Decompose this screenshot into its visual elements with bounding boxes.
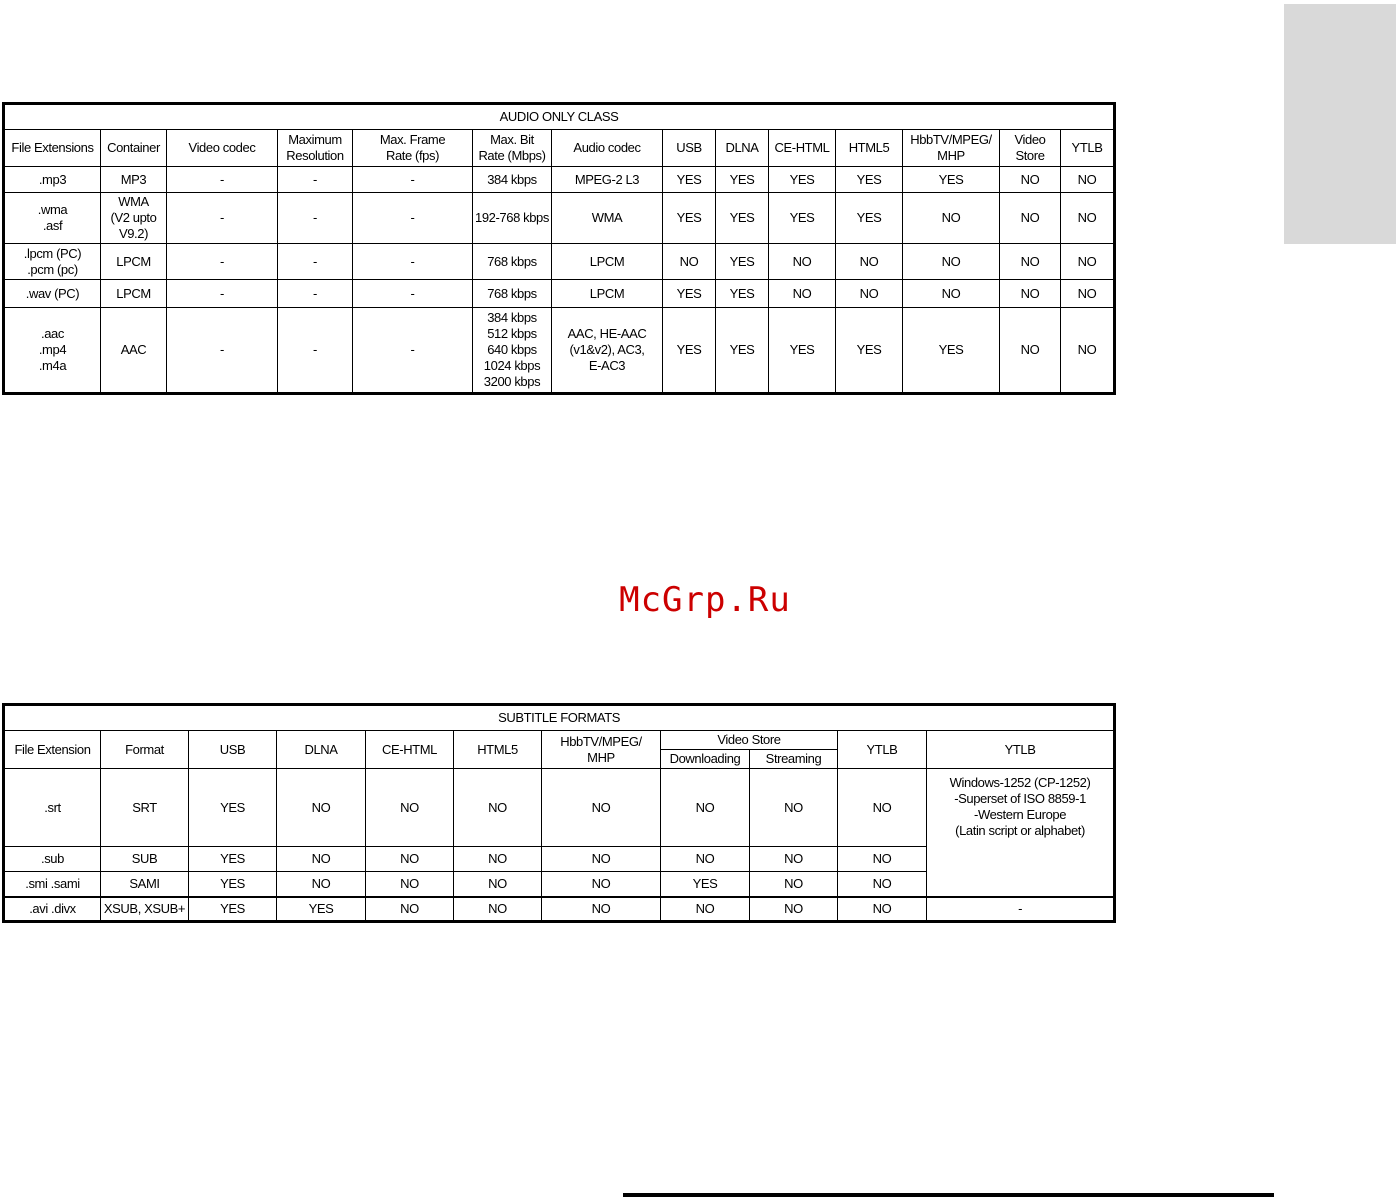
- cell: .wma .asf: [4, 193, 101, 244]
- header-html5: HTML5: [836, 130, 903, 167]
- cell: NO: [542, 769, 661, 847]
- table-row: [4, 193, 1115, 244]
- header-usb: USB: [189, 731, 277, 769]
- cell: YES: [189, 897, 277, 922]
- cell: NO: [454, 769, 542, 847]
- cell: YES: [903, 167, 1000, 193]
- table-row: [4, 280, 1115, 308]
- cell: NO: [1000, 280, 1061, 308]
- cell: YES: [189, 847, 277, 872]
- cell: -: [353, 167, 473, 193]
- header-video-codec: Video codec: [167, 130, 278, 167]
- cell: .avi .divx: [4, 897, 101, 922]
- cell: YES: [663, 193, 716, 244]
- table-row: [4, 897, 1115, 922]
- cell: YES: [903, 308, 1000, 394]
- cell: YES: [189, 872, 277, 897]
- cell: NO: [750, 897, 838, 922]
- cell: YES: [716, 244, 769, 280]
- header-ce-html: CE-HTML: [366, 731, 454, 769]
- header-audio-codec: Audio codec: [552, 130, 663, 167]
- cell: -: [167, 193, 278, 244]
- cell: WMA: [552, 193, 663, 244]
- cell: SUB: [101, 847, 189, 872]
- cell: NO: [661, 847, 750, 872]
- cell: NO: [838, 897, 927, 922]
- header-container: Container: [101, 130, 167, 167]
- cell: MPEG-2 L3: [552, 167, 663, 193]
- header-html5: HTML5: [454, 731, 542, 769]
- header-video-store: Video Store: [1000, 130, 1061, 167]
- header-downloading: Downloading: [661, 750, 750, 769]
- cell: NO: [663, 244, 716, 280]
- footer-rule: [623, 1193, 1274, 1197]
- cell: NO: [750, 872, 838, 897]
- cell: NO: [838, 769, 927, 847]
- header-usb: USB: [663, 130, 716, 167]
- cell: -: [167, 244, 278, 280]
- cell: NO: [1000, 167, 1061, 193]
- header-max-bit-rate: Max. Bit Rate (Mbps): [473, 130, 552, 167]
- cell: NO: [838, 847, 927, 872]
- cell: AAC: [101, 308, 167, 394]
- cell: NO: [277, 847, 366, 872]
- cell: YES: [836, 308, 903, 394]
- cell: -: [278, 280, 353, 308]
- cell: NO: [1061, 167, 1115, 193]
- cell: NO: [750, 847, 838, 872]
- header-ytlb: YTLB: [1061, 130, 1115, 167]
- cell: NO: [454, 847, 542, 872]
- audio-only-class-table: [2, 102, 1116, 395]
- cell: -: [167, 167, 278, 193]
- cell: 768 kbps: [473, 244, 552, 280]
- header-hbbtv: HbbTV/MPEG/ MHP: [542, 731, 661, 769]
- cell: .sub: [4, 847, 101, 872]
- cell: YES: [277, 897, 366, 922]
- cell: NO: [903, 193, 1000, 244]
- cell: LPCM: [552, 244, 663, 280]
- cell: 192-768 kbps: [473, 193, 552, 244]
- cell: -: [278, 193, 353, 244]
- cell: XSUB, XSUB+: [101, 897, 189, 922]
- cell: YES: [716, 167, 769, 193]
- header-file-extension: File Extension: [4, 731, 101, 769]
- table-row: [4, 244, 1115, 280]
- cell: NO: [836, 244, 903, 280]
- cell: .aac .mp4 .m4a: [4, 308, 101, 394]
- cell: .lpcm (PC) .pcm (pc): [4, 244, 101, 280]
- header-dlna: DLNA: [716, 130, 769, 167]
- cell: NO: [454, 897, 542, 922]
- cell: NO: [366, 769, 454, 847]
- cell: -: [278, 308, 353, 394]
- side-tab-marker: [1284, 4, 1396, 244]
- cell: NO: [836, 280, 903, 308]
- cell: .smi .sami: [4, 872, 101, 897]
- cell: YES: [663, 167, 716, 193]
- cell: SAMI: [101, 872, 189, 897]
- cell: -: [167, 308, 278, 394]
- cell: YES: [716, 280, 769, 308]
- cell: NO: [1000, 308, 1061, 394]
- watermark: McGrp.Ru: [619, 580, 791, 620]
- header-ytlb: YTLB: [838, 731, 927, 769]
- cell: NO: [542, 872, 661, 897]
- cell: NO: [366, 897, 454, 922]
- cell: YES: [716, 308, 769, 394]
- cell: NO: [769, 244, 836, 280]
- cell: YES: [663, 308, 716, 394]
- subtitle-formats-table: [2, 703, 1116, 923]
- cell: YES: [769, 308, 836, 394]
- audio-table-title: AUDIO ONLY CLASS: [4, 104, 1115, 130]
- cell: -: [353, 280, 473, 308]
- header-ytlb-encoding: YTLB: [927, 731, 1115, 769]
- cell: MP3: [101, 167, 167, 193]
- header-ce-html: CE-HTML: [769, 130, 836, 167]
- cell: LPCM: [552, 280, 663, 308]
- cell: -: [927, 897, 1115, 922]
- cell: NO: [1061, 308, 1115, 394]
- cell: 384 kbps 512 kbps 640 kbps 1024 kbps 3200 kbps: [473, 308, 552, 394]
- cell: YES: [661, 872, 750, 897]
- cell: NO: [454, 872, 542, 897]
- header-max-frame-rate: Max. Frame Rate (fps): [353, 130, 473, 167]
- header-file-extensions: File Extensions: [4, 130, 101, 167]
- cell: NO: [366, 847, 454, 872]
- cell: YES: [769, 193, 836, 244]
- cell: -: [353, 193, 473, 244]
- cell: NO: [750, 769, 838, 847]
- cell: NO: [366, 872, 454, 897]
- cell: NO: [277, 872, 366, 897]
- cell: YES: [189, 769, 277, 847]
- cell: YES: [716, 193, 769, 244]
- cell: SRT: [101, 769, 189, 847]
- cell: -: [167, 280, 278, 308]
- cell: LPCM: [101, 280, 167, 308]
- table-row: [4, 308, 1115, 394]
- cell: NO: [1061, 193, 1115, 244]
- cell: -: [278, 244, 353, 280]
- cell: AAC, HE-AAC (v1&v2), AC3, E-AC3: [552, 308, 663, 394]
- encoding-note: Windows-1252 (CP-1252) -Superset of ISO 8859-1 -Western Europe (Latin script or alphabet): [927, 769, 1115, 897]
- cell: NO: [1000, 244, 1061, 280]
- cell: NO: [1061, 244, 1115, 280]
- header-video-store: Video Store: [661, 731, 838, 750]
- header-dlna: DLNA: [277, 731, 366, 769]
- cell: .srt: [4, 769, 101, 847]
- cell: NO: [661, 769, 750, 847]
- cell: NO: [1000, 193, 1061, 244]
- cell: NO: [542, 847, 661, 872]
- cell: NO: [903, 280, 1000, 308]
- cell: YES: [663, 280, 716, 308]
- cell: .wav (PC): [4, 280, 101, 308]
- cell: NO: [769, 280, 836, 308]
- cell: NO: [1061, 280, 1115, 308]
- header-hbbtv: HbbTV/MPEG/ MHP: [903, 130, 1000, 167]
- header-max-resolution: Maximum Resolution: [278, 130, 353, 167]
- cell: .mp3: [4, 167, 101, 193]
- cell: NO: [838, 872, 927, 897]
- subtitle-table-title: SUBTITLE FORMATS: [4, 705, 1115, 731]
- cell: YES: [836, 193, 903, 244]
- cell: WMA (V2 upto V9.2): [101, 193, 167, 244]
- cell: NO: [542, 897, 661, 922]
- cell: LPCM: [101, 244, 167, 280]
- cell: -: [353, 308, 473, 394]
- table-row: [4, 167, 1115, 193]
- header-streaming: Streaming: [750, 750, 838, 769]
- cell: YES: [769, 167, 836, 193]
- cell: -: [353, 244, 473, 280]
- cell: NO: [903, 244, 1000, 280]
- cell: -: [278, 167, 353, 193]
- table-row: [4, 769, 1115, 847]
- header-format: Format: [101, 731, 189, 769]
- cell: 384 kbps: [473, 167, 552, 193]
- cell: YES: [836, 167, 903, 193]
- cell: NO: [277, 769, 366, 847]
- cell: 768 kbps: [473, 280, 552, 308]
- cell: NO: [661, 897, 750, 922]
